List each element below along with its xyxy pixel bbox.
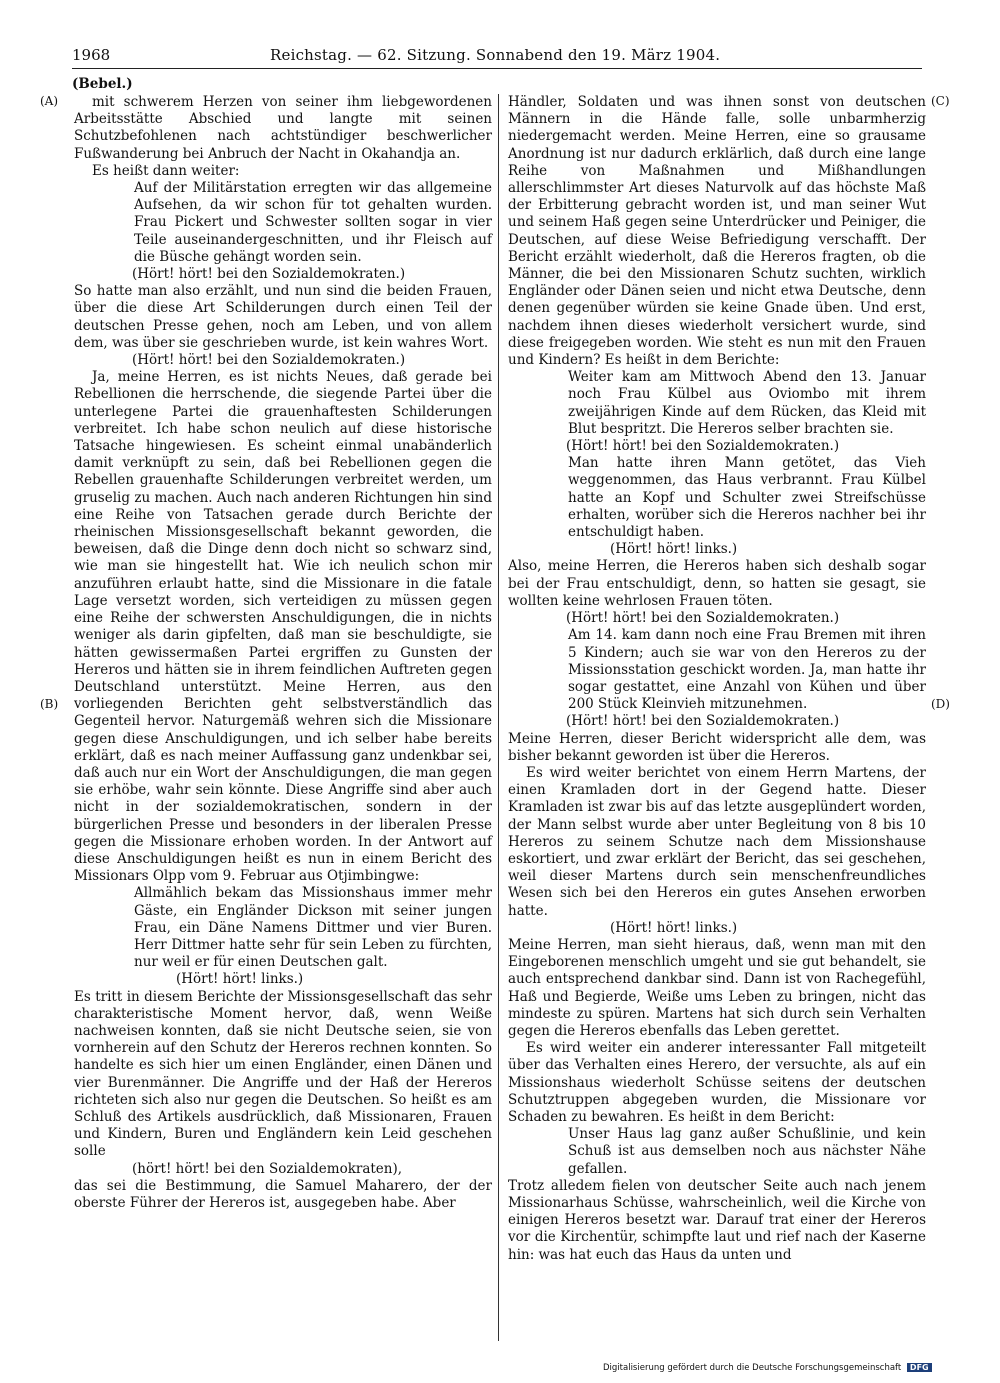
page-number: 1968 xyxy=(72,46,111,64)
column-divider xyxy=(498,94,499,1341)
margin-marker-a: (A) xyxy=(40,94,59,108)
interjection: (Hört! hört! bei den Sozialdemokraten.) xyxy=(132,266,406,283)
interjection: (Hört! hört! links.) xyxy=(176,971,304,988)
paragraph: das sei die Bestimmung, die Samuel Maharero, der der oberste Führer der Hereros ist, ausgegeben habe. Aber xyxy=(74,1177,492,1211)
right-column xyxy=(508,94,926,1264)
footer-credit xyxy=(603,1363,932,1377)
paragraph: Es wird weiter ein anderer interessanter Fall mitgeteilt über das Verhalten eines Herero, der versuchte, als auf ein Missionshaus wiederholt Schüsse seitens der deutschen Schutztruppen abgegeben wurden, die Missionare vor Schaden zu bewahren. Es heißt in dem Bericht: xyxy=(508,1040,926,1125)
interjection: (Hört! hört! bei den Sozialdemokraten.) xyxy=(566,713,840,730)
paragraph: Trotz alledem fielen von deutscher Seite auch nach jenem Missionarhaus Schüsse, wahrscheinlich, weil die Kirche von einigen Hereros besetzt war. Darauf trat einer der Hereros vor die Kirchentür, schimpfte laut und rief nach der Kaserne hin: was hat euch das Haus da unten und xyxy=(508,1177,926,1263)
quotation: Auf der Militärstation erregten wir das allgemeine Aufsehen, da wir schon für tot gehalten wurden. Frau Pickert und Schwester sollten sogar in vier Teile auseinandergeschnitten, und ihr Fleisch auf die Büsche gehängt worden sein. xyxy=(134,180,492,265)
paragraph: Es wird weiter berichtet von einem Herrn Martens, der einen Kramladen dort in der Gegend hatte. Dieser Kramladen ist zwar bis auf das letzte ausgeplündert worden, der Mann selbst wurde aber unter Begleitung von 8 bis 10 Hereros zu seinem Schutze nach dem Missionshause eskortiert, und zwar erklärt der Bericht, das sei geschehen, weil dieser Martens durch sein menschenfreundliches Wesen sich bei den Hereros ein gutes Ansehen erworben hatte. xyxy=(508,764,926,919)
interjection: (Hört! hört! bei den Sozialdemokraten.) xyxy=(566,610,840,627)
margin-marker-c: (C) xyxy=(931,94,950,108)
quotation: Unser Haus lag ganz außer Schußlinie, und kein Schuß ist aus demselben noch aus nächster Nähe gefallen. xyxy=(568,1126,926,1177)
paragraph: mit schwerem Herzen von seiner ihm liebgewordenen Arbeitsstätte Abschied und langte mit seinen Schutzbefohlenen nach achtstündiger beschwerlicher Fußwanderung bei Anbruch der Nacht in Okahandja an. xyxy=(74,94,492,162)
paragraph: Händler, Soldaten und was ihnen sonst von deutschen Männern in die Hände falle, solle unbarmherzig niedergemacht werden. Meine Herren, eine so grausame Anordnung ist nur dadurch erklärlich, daß durch eine lange Reihe von Maßnahmen und Mißhandlungen allerschlimmster Art dieses Naturvolk auf das höchste Maß der Erbitterung gebracht worden ist, und man seiner Wut und seinem Haß gegen seine Unterdrücker und Peiniger, die Deutschen, auf diese Weise Befriedigung verschafft. Der Bericht erzählt wiederholt, daß die Hereros fragten, ob die Männer, die bei den Missionaren Schutz suchten, wirklich Engländer oder Dänen seien und nicht etwa Deutsche, denn denen gegenüber würden sie keine Gnade üben. Und erst, nachdem ihnen dieses wiederholt versichert wurde, sind diese freigegeben worden. Wie steht es nun mit den Frauen und Kindern? Es heißt in dem Berichte: xyxy=(508,94,926,369)
interjection: (Hört! hört! links.) xyxy=(610,541,738,558)
paragraph: Meine Herren, dieser Bericht widerspricht alle dem, was bisher bekannt geworden ist über die Hereros. xyxy=(508,730,926,764)
interjection: (Hört! hört! bei den Sozialdemokraten.) xyxy=(566,438,840,455)
margin-marker-d: (D) xyxy=(931,697,950,711)
interjection: (hört! hört! bei den Sozialdemokraten), xyxy=(132,1160,403,1177)
paragraph: Es tritt in diesem Berichte der Missionsgesellschaft das sehr charakteristische Moment hervor, daß, wenn Weiße nachweisen konnten, daß sie nicht Deutsche seien, sie von vornherein auf den Schutz der Hereros rechnen konnten. So handelte es sich hier um einen Engländer, einen Dänen und vier Burenmänner. Die Angriffe und der Haß der Hereros richteten sich also nur gegen die Deutschen. So heißt es am Schluß des Artikels ausdrücklich, daß Missionaren, Frauen und Kindern, Buren und Engländern kein Leid geschehen solle xyxy=(74,988,492,1160)
margin-marker-b: (B) xyxy=(40,697,59,711)
paragraph: Es heißt dann weiter: xyxy=(92,162,240,179)
quotation: Weiter kam am Mittwoch Abend den 13. Januar noch Frau Külbel aus Oviombo mit ihrem zweijährigen Kinde auf dem Rücken, das Kleid mit Blut bespritzt. Die Hereros selber brachten sie. xyxy=(568,369,926,437)
left-column xyxy=(74,94,492,1212)
paragraph: Also, meine Herren, die Hereros haben sich deshalb sogar bei der Frau entschuldigt, denn, so hatten sie gesagt, sie wollten keine wehrlosen Frauen töten. xyxy=(508,558,926,609)
running-title: Reichstag. — 62. Sitzung. Sonnabend den 19. März 1904. xyxy=(270,46,721,64)
paragraph: Meine Herren, man sieht hieraus, daß, wenn man mit den Eingeborenen menschlich umgeht und sie gut behandelt, sie auch entsprechend dankbar sind. Dann ist von Rachegefühl, Haß und Begierde, Weiße ums Leben zu bringen, nicht das mindeste zu spüren. Martens hat sich durch sein Verhalten gegen die Hereros ebenfalls das Leben gerettet. xyxy=(508,936,926,1039)
quotation: Am 14. kam dann noch eine Frau Bremen mit ihren 5 Kindern; auch sie war von den Hereros zu der Missionsstation geschickt worden. Ja, man hatte ihr sogar gestattet, eine Anzahl von Kühen und über 200 Stück Kleinvieh mitzunehmen. xyxy=(568,627,926,713)
quotation: Man hatte ihren Mann getötet, das Vieh weggenommen, das Haus verbrannt. Frau Külbel hatte an Kopf und Schulter zwei Streifschüsse erhalten, worüber sich die Hereros nachher bei ihr entschuldigt haben. xyxy=(568,455,926,541)
interjection: (Hört! hört! bei den Sozialdemokraten.) xyxy=(132,352,406,369)
paragraph: Ja, meine Herren, es ist nichts Neues, daß gerade bei Rebellionen die herrschende, die siegende Partei über die unterlegene Partei die grauenhaftesten Schilderungen verbreitet. Ich habe schon neulich auf diese historische Tatsache hingewiesen. Es scheint einmal unabänderlich damit verknüpft zu sein, daß bei Rebellionen gegen die Rebellen grauenhafte Schilderungen verbreitet werden, um gruselig zu machen. Auch nach anderen Richtungen hin sind eine Reihe von Tatsachen gerade durch Berichte der rheinischen Missionsgesellschaft bekannt geworden, die beweisen, daß die Dinge denn doch nicht so schwarz sind, wie man sie hingestellt hat. Wie ich neulich schon mir anzuführen erlaubt hatte, sind die Missionare in die fatale Lage versetzt worden, sich verteidigen zu müssen gegen eine Reihe der schwersten Anschuldigungen, die in nichts weniger als darin gipfelten, daß man sie beschuldigte, sie hätten gewissermaßen Partei ergriffen zu Gunsten der Hereros und hätten sie in ihrem feindlichen Auftreten gegen Deutschland unterstützt. Meine Herren, aus den vorliegenden Berichten geht selbstverständlich das Gegenteil hervor. Naturgemäß wehren sich die Missionare gegen diese Anschuldigungen, und ich selber habe bereits erklärt, daß es nach meiner Auffassung ganz undenkbar sei, daß auch nur ein Wort der Anschuldigungen, die man gegen sie erhöbe, wahr sein könnte. Diese Angriffe sind aber auch nicht in der sozialdemokratischen, sondern in der bürgerlichen Presse und besonders in der liberalen Presse gegen die Missionare erhoben worden. In der Antwort auf diese Anschuldigungen heißt es nun in einem Bericht des Missionars Olpp vom 9. Februar aus Otjimbingwe: xyxy=(74,369,492,885)
footer-text: Digitalisierung gefördert durch die Deutsche Forschungsgemeinschaft xyxy=(603,1363,902,1373)
page-header xyxy=(72,44,922,69)
paragraph: So hatte man also erzählt, und nun sind die beiden Frauen, über die diese Art Schilderungen durch einen Teil der deutschen Presse gehen, noch am Leben, und von allem dem, was über sie geschrieben wurde, ist kein wahres Wort. xyxy=(74,283,492,351)
quotation: Allmählich bekam das Missionshaus immer mehr Gäste, ein Engländer Dickson mit seiner jungen Frau, ein Däne Namens Dittmer und vier Buren. Herr Dittmer hatte sehr für sein Leben zu fürchten, nur weil er für einen Deutschen galt. xyxy=(134,885,492,971)
interjection: (Hört! hört! links.) xyxy=(610,919,738,936)
dfg-logo: DFG xyxy=(907,1363,932,1372)
speaker-name: (Bebel.) xyxy=(72,76,133,92)
